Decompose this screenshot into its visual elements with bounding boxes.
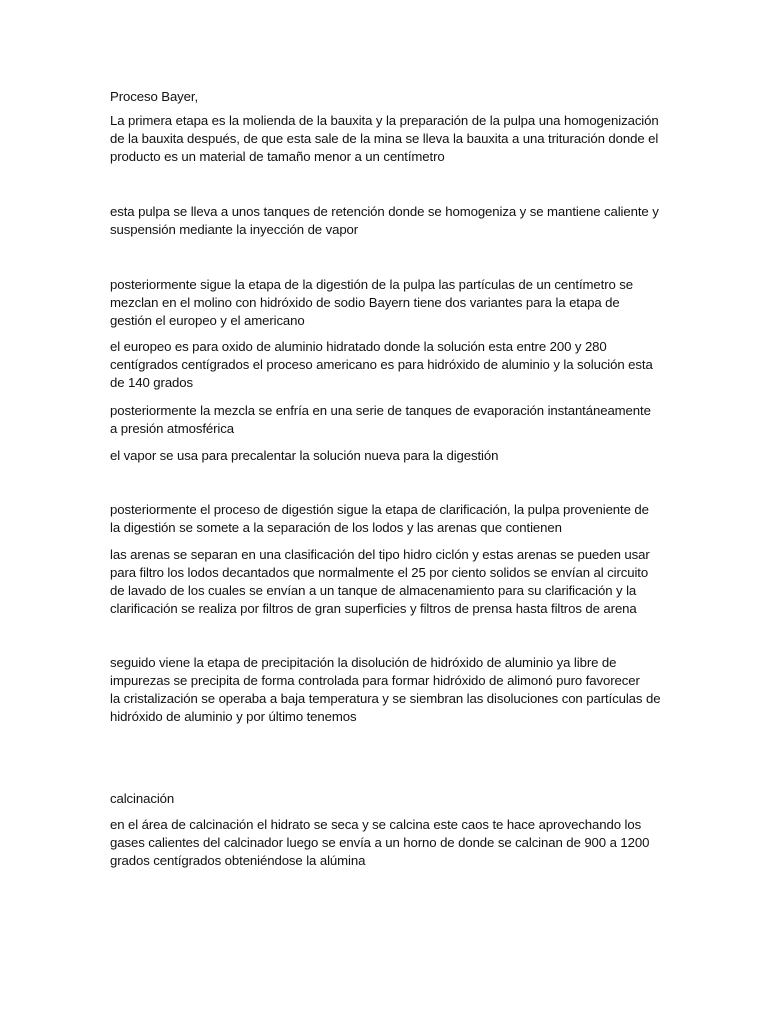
paragraph-arenas: las arenas se separan en una clasificación del tipo hidro ciclón y estas arenas se pueden usar para filtro los lodos decantados que normalmente el 25 por ciento solidos se envían al circuito de lavado de los cuales se envían a un tanque de almacenamiento para su clarificación y la clarificación se realiza por filtros de gran superficies y filtros de prensa hasta filtros de arena xyxy=(110,547,650,616)
paragraph-digestion: posteriormente sigue la etapa de la digestión de la pulpa las partículas de un centímetro se mezclan en el molino con hidróxido de sodio Bayern tiene dos variantes para la etapa de gestión el europeo y el americano xyxy=(110,277,634,328)
paragraph-calcinacion: en el área de calcinación el hidrato se seca y se calcina este caos te hace aprovechando los gases calientes del calcinador luego se envía a un horno de donde se calcinan de 900 a 1200 grados centígrados obteniéndose la alúmina xyxy=(110,817,650,868)
paragraph-europeo-americano: el europeo es para oxido de aluminio hidratado donde la solución esta entre 200 y 280 centígrados centígrados el proceso americano es para hidróxido de aluminio y la solución esta de 140 grados xyxy=(110,339,653,390)
paragraph-molienda: La primera etapa es la molienda de la bauxita y la preparación de la pulpa una homogenización de la bauxita después, de que esta sale de la mina se lleva la bauxita a una trituración donde el producto es un material de tamaño menor a un centímetro xyxy=(110,113,659,164)
paragraph-evaporacion: posteriormente la mezcla se enfría en una serie de tanques de evaporación instantáneamente a presión atmosférica xyxy=(110,403,651,436)
paragraph-precipitacion: seguido viene la etapa de precipitación la disolución de hidróxido de aluminio ya libre de impurezas se precipita de forma controlada para formar hidróxido de alimonó puro favorecer la cristalización se operaba a baja temperatura y se siembran las disoluciones con partículas de hidróxido de aluminio y por último tenemos xyxy=(110,655,661,724)
section-heading-calcinacion: calcinación xyxy=(110,791,175,806)
paragraph-clarificacion: posteriormente el proceso de digestión sigue la etapa de clarificación, la pulpa proveniente de la digestión se somete a la separación de los lodos y las arenas que contienen xyxy=(110,502,649,535)
paragraph-vapor: el vapor se usa para precalentar la solución nueva para la digestión xyxy=(110,448,499,463)
paragraph-tanques-retencion: esta pulpa se lleva a unos tanques de retención donde se homogeniza y se mantiene caliente y suspensión mediante la inyección de vapor xyxy=(110,204,659,237)
document-title: Proceso Bayer, xyxy=(110,89,199,104)
